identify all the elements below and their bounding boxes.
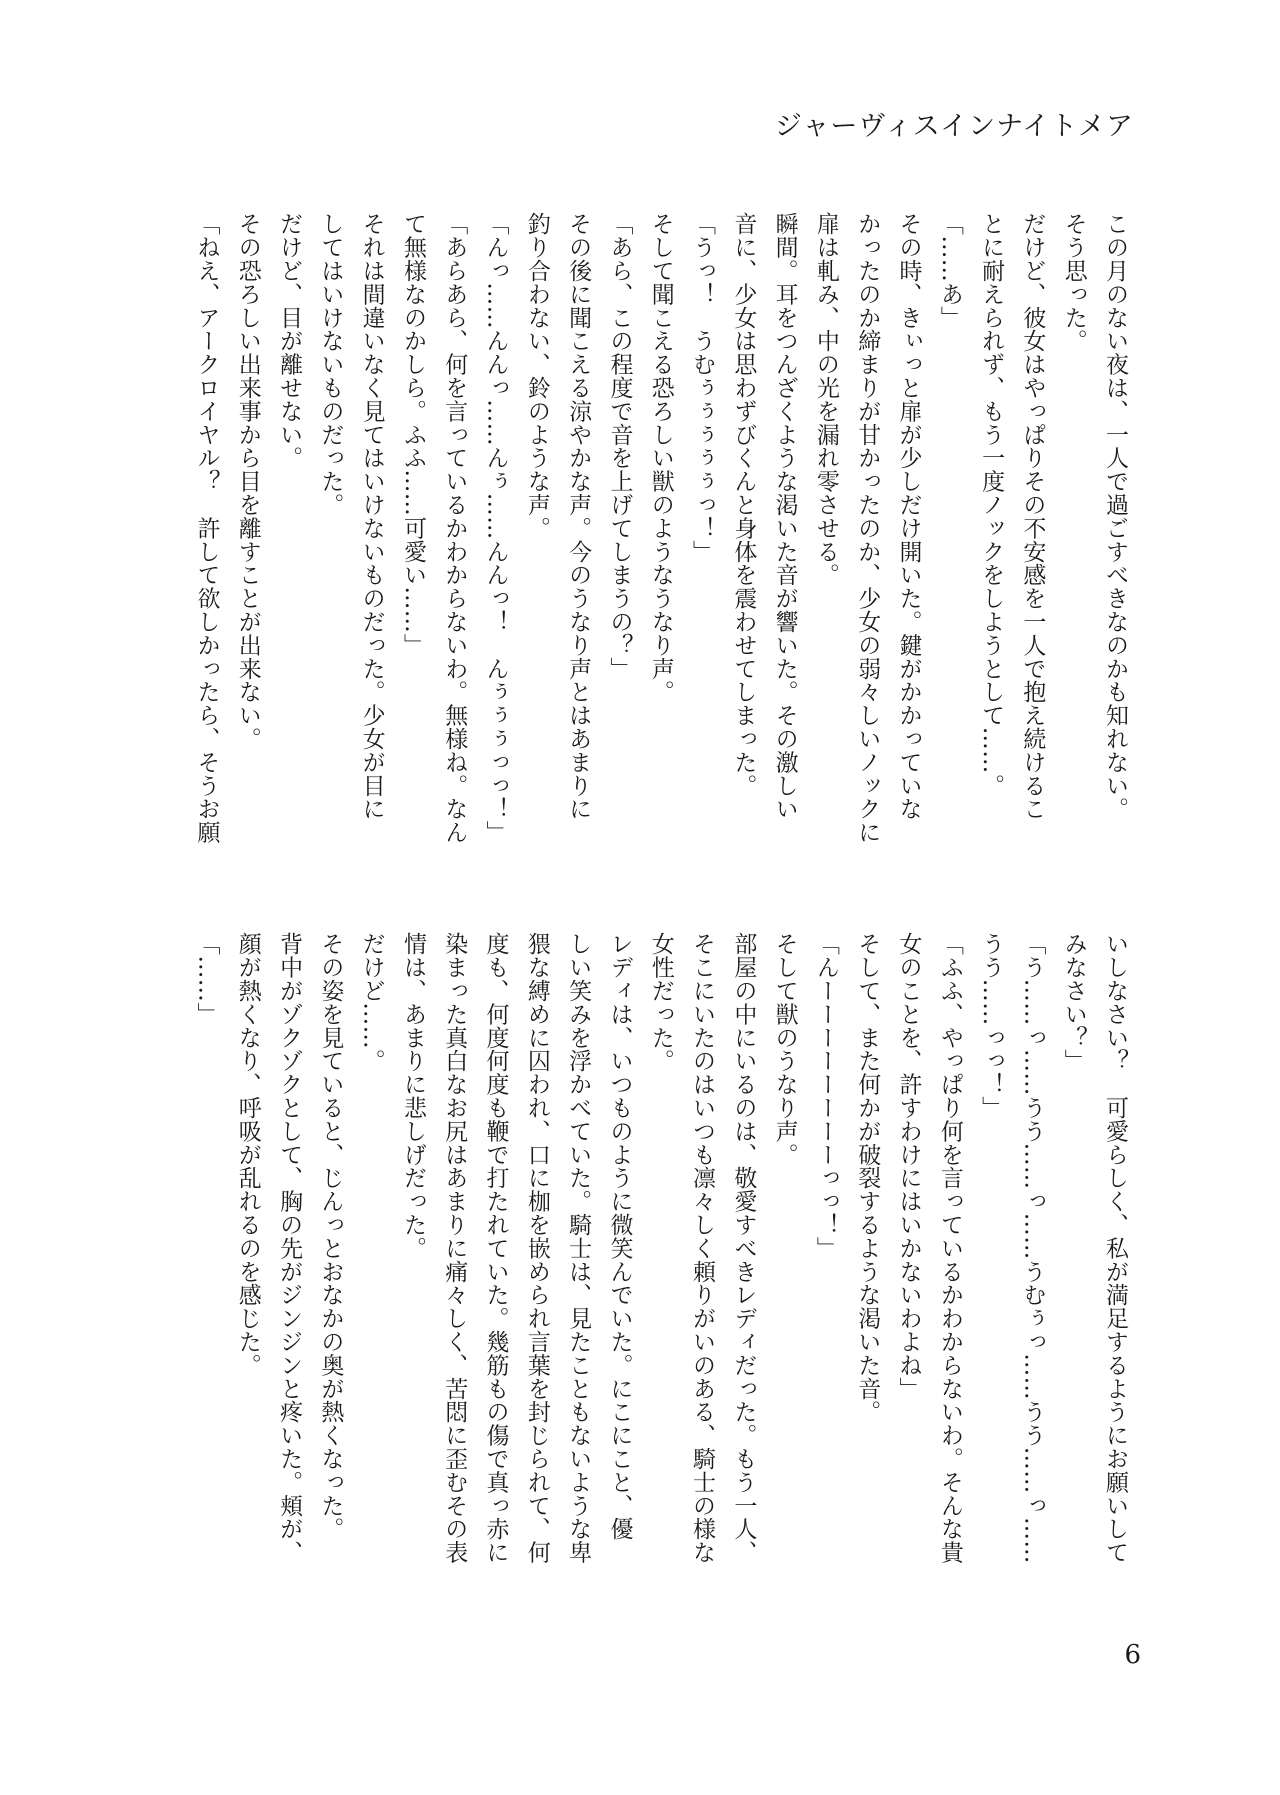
text-line: 猥な縛めに囚われ、口に枷を嵌められ言葉を封じられて、何 (523, 932, 550, 1564)
text-line: この月のない夜は、一人で過ごすべきなのかも知れない。 (1102, 212, 1128, 821)
text-line: とに耐えられず、もう一度ノックをしようとして……。 (978, 212, 1005, 797)
text-line: 「ねえ、アークロイヤル？ 許して欲しかったら、そうお願 (193, 212, 220, 844)
text-line: 「あらあら、何を言っているかわからないわ。無様ね。なん (441, 212, 468, 844)
text-line: だけど……。 (358, 932, 385, 1073)
text-line: かったのか締まりが甘かったのか、少女の弱々しいノックに (854, 212, 881, 844)
text-line: だけど、目が離せない。 (276, 212, 303, 470)
text-line: 釣り合わない、鈴のような声。 (523, 212, 550, 540)
text-line: そして、また何かが破裂するような渇いた音。 (854, 932, 881, 1424)
text-line: 度も、何度何度も鞭で打たれていた。幾筋もの傷で真っ赤に (482, 932, 509, 1564)
text-line: 情は、あまりに悲しげだった。 (399, 932, 426, 1260)
text-line: そう思った。 (1060, 212, 1087, 353)
text-line: 「う……っ……うう……っ……うむぅっ……うう……っ…… (1019, 932, 1046, 1564)
text-line: 背中がゾクゾクとして、胸の先がジンジンと疼いた。頬が、 (276, 932, 303, 1564)
text-line: 顔が熱くなり、呼吸が乱れるのを感じた。 (234, 932, 261, 1377)
text-line: うう……っっ！」 (978, 932, 1005, 1120)
text-line: その時、きぃっと扉が少しだけ開いた。鍵がかかっていな (895, 212, 922, 821)
page-number: 6 (1124, 1640, 1141, 1670)
text-line: そして獣のうなり声。 (771, 932, 798, 1166)
text-line: いしなさい？ 可愛らしく、私が満足するようにお願いして (1102, 932, 1128, 1564)
text-line: 部屋の中にいるのは、敬愛すべきレディだった。もう一人、 (730, 932, 757, 1564)
text-line: しい笑みを浮かべていた。騎士は、見たこともないような卑 (565, 932, 592, 1564)
text-line: 「……あ」 (936, 212, 963, 329)
text-line: 女性だった。 (647, 932, 674, 1073)
text-line: 「んーーーーーーーーっっ！」 (812, 932, 839, 1260)
text-line: 染まった真白なお尻はあまりに痛々しく、苦悶に歪むその表 (441, 932, 468, 1564)
text-line: 扉は軋み、中の光を漏れ零させる。 (812, 212, 839, 587)
text-line: その後に聞こえる涼やかな声。今のうなり声とはあまりに (565, 212, 592, 821)
text-line: それは間違いなく見てはいけないものだった。少女が目に (358, 212, 385, 821)
text-line: そこにいたのはいつも凛々しく頼りがいのある、騎士の様な (689, 932, 716, 1564)
text-line: て無様なのかしら。ふふ……可愛い……」 (399, 212, 426, 657)
text-line: だけど、彼女はやっぱりその不安感を一人で抱え続けるこ (1019, 212, 1046, 821)
text-block-bottom (185, 932, 1135, 1564)
text-line: 「あら、この程度で音を上げてしまうの？」 (606, 212, 633, 680)
text-line: レディは、いつものように微笑んでいた。にこにこと、優 (606, 932, 633, 1541)
text-line: みなさい？」 (1060, 932, 1087, 1073)
text-line: 「うっ！ うむぅぅぅぅぅっ！」 (689, 212, 716, 563)
text-line: 音に、少女は思わずびくんと身体を震わせてしまった。 (730, 212, 757, 797)
text-line: その恐ろしい出来事から目を離すことが出来ない。 (234, 212, 261, 751)
text-line: 「……」 (193, 932, 220, 1026)
text-line: そして聞こえる恐ろしい獣のようなうなり声。 (647, 212, 674, 704)
text-line: 女のことを、許すわけにはいかないわよね」 (895, 932, 922, 1400)
text-block-top (185, 212, 1135, 844)
text-line: 「んっ……んんっ……んぅ……んんっ！ んぅぅぅっっ！」 (482, 212, 509, 844)
running-head-title: ジャーヴィスインナイトメア (774, 111, 1134, 142)
text-line: 瞬間。耳をつんざくような渇いた音が響いた。その激しい (771, 212, 798, 821)
text-line: 「ふふ、やっぱり何を言っているかわからないわ。そんな貴 (936, 932, 963, 1564)
text-line: してはいけないものだった。 (317, 212, 344, 517)
text-line: その姿を見ていると、じんっとおなかの奥が熱くなった。 (317, 932, 344, 1541)
